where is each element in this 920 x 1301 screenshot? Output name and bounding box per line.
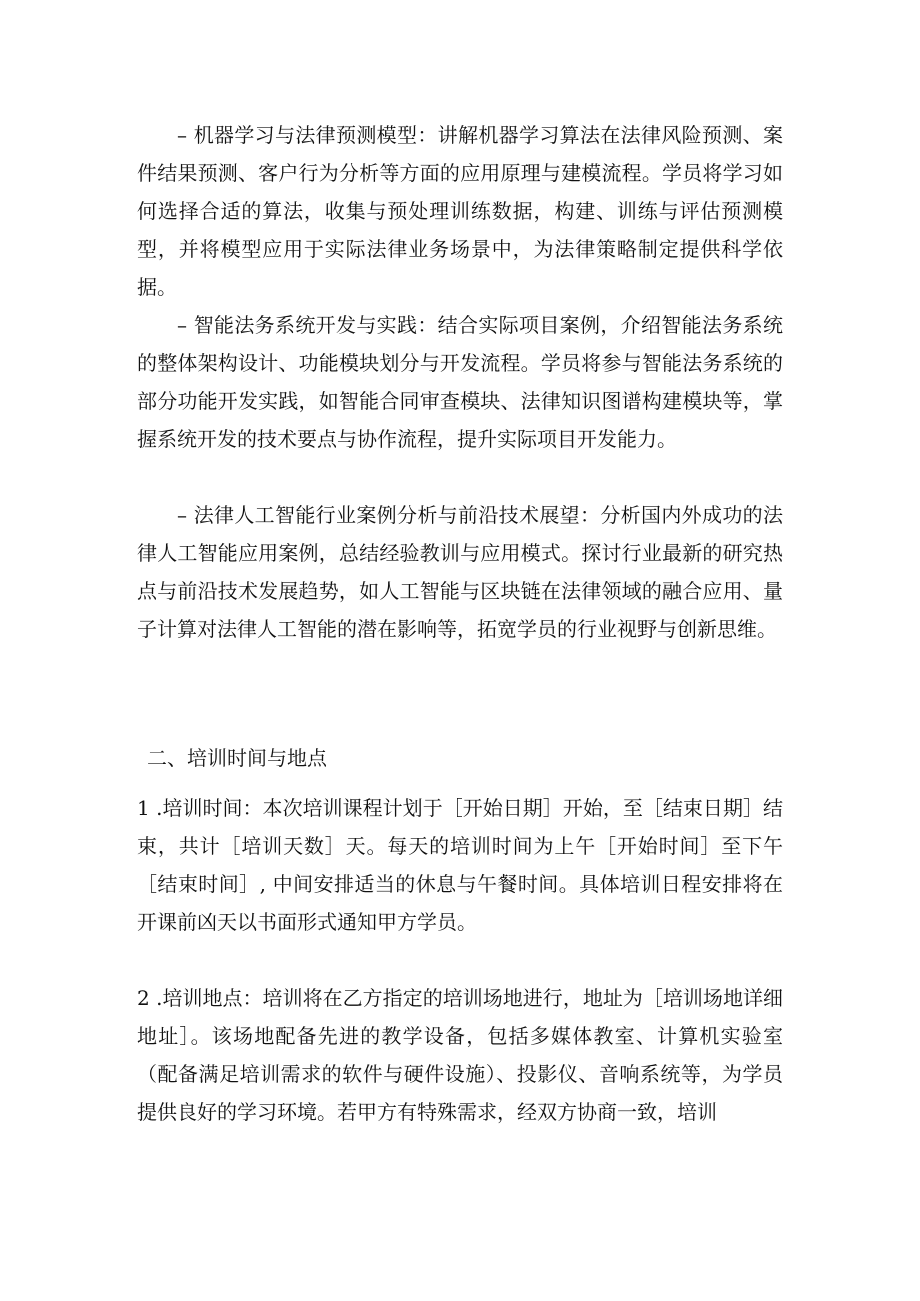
section-heading: 二、培训时间与地点	[147, 746, 327, 770]
bullet-ml-prediction-model: – 机器学习与法律预测模型：讲解机器学习算法在法律风险预测、案件结果预测、客户行为分析等方面的应用原理与建模流程。学员将学习如何选择合适的算法，收集与预处理训练数据，构建、训练与评估预测模型，并将模型应用于实际法律业务场景中，为法律策略制定提供科学依据。	[137, 123, 783, 299]
item-training-location: 2 .培训地点：培训将在乙方指定的培训场地进行，地址为［培训场地详细地址］。该场地配备先进的教学设备，包括多媒体教室、计算机实验室（配备满足培训需求的软件与硬件设施）、投影仪、音响系统等，为学员提供良好的学习环境。若甲方有特殊需求，经双方协商一致，培训	[137, 986, 783, 1124]
bullet-industry-case-analysis: – 法律人工智能行业案例分析与前沿技术展望：分析国内外成功的法律人工智能应用案例，总结经验教训与应用模式。探讨行业最新的研究热点与前沿技术发展趋势，如人工智能与区块链在法律领域的融合应用、量子计算对法律人工智能的潜在影响等，拓宽学员的行业视野与创新思维。	[137, 503, 783, 641]
bullet-smart-legal-system: – 智能法务系统开发与实践：结合实际项目案例，介绍智能法务系统的整体架构设计、功能模块划分与开发流程。学员将参与智能法务系统的部分功能开发实践，如智能合同审查模块、法律知识图谱构建模块等，掌握系统开发的技术要点与协作流程，提升实际项目开发能力。	[137, 313, 783, 451]
item-training-time: 1 .培训时间：本次培训课程计划于［开始日期］开始，至［结束日期］结束，共计［培训天数］天。每天的培训时间为上午［开始时间］至下午［结束时间］, 中间安排适当的休息与午餐时间。具体培训日程安排将在开课前凶天以书面形式通知甲方学员。	[137, 796, 783, 934]
